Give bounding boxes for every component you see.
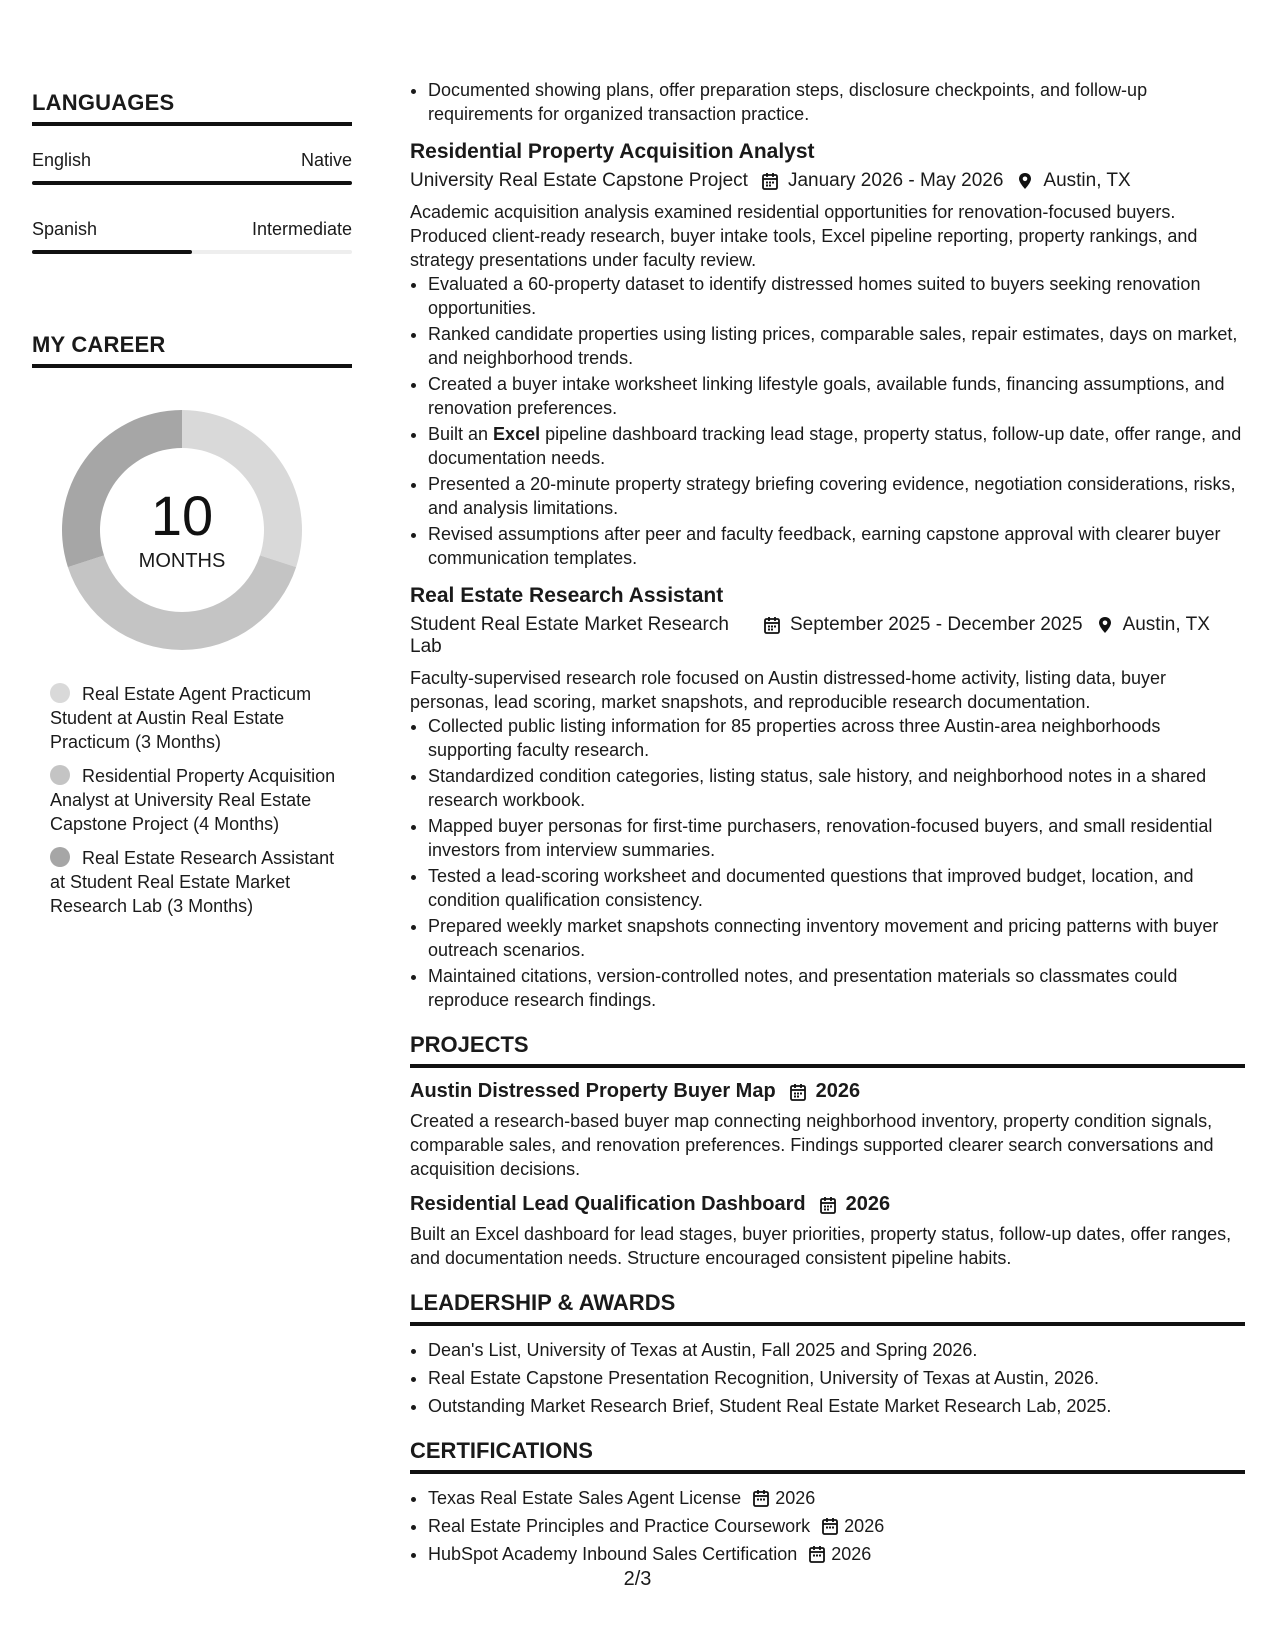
calendar-icon: [809, 1545, 825, 1563]
calendar-icon: [762, 172, 778, 190]
certification-year-text: 2026: [844, 1516, 885, 1536]
language-bar: [32, 250, 352, 254]
calendar-icon: [820, 1196, 836, 1214]
language-bar-fill: [32, 250, 192, 254]
project-title: Austin Distressed Property Buyer Map: [410, 1080, 776, 1102]
career-total-unit: MONTHS: [138, 550, 226, 572]
certifications-list: [410, 1486, 1245, 1566]
bullet-bold: Excel: [493, 424, 541, 444]
certification-name: • Real Estate Principles and Practice Coursework: [428, 1516, 811, 1536]
certifications-heading: CERTIFICATIONS: [410, 1438, 1245, 1474]
certification-item: [428, 1542, 1245, 1566]
language-bar-fill: [32, 181, 352, 185]
leadership-item: • Real Estate Capstone Presentation Recognition, University of Texas at Austin, 2026.: [428, 1366, 1245, 1390]
bullet-item: • Mapped buyer personas for first-time purchasers, renovation-focused buyers, and small residential investors from interview summaries.: [428, 814, 1245, 862]
job-location-text: Austin, TX: [1122, 614, 1210, 635]
calendar-icon: [790, 1083, 806, 1101]
certification-year: [753, 1486, 815, 1510]
map-pin-icon: [1017, 172, 1033, 190]
calendar-icon: [764, 616, 780, 634]
legend-dot: [50, 765, 70, 785]
job-location: [1017, 170, 1130, 192]
projects-heading: PROJECTS: [410, 1032, 1245, 1068]
bullet-item: • Created a buyer intake worksheet linking lifestyle goals, available funds, financing assumptions, and renovation preferences.: [428, 372, 1245, 420]
bullet-item: • Documented showing plans, offer preparation steps, disclosure checkpoints, and follow-up requirements for organized transaction practice.: [428, 78, 1245, 126]
language-name: Spanish: [32, 219, 98, 239]
leadership-item: • Outstanding Market Research Brief, Student Real Estate Market Research Lab, 2025.: [428, 1394, 1245, 1418]
donut-center: [62, 410, 302, 650]
career-total-number: 10: [150, 484, 214, 547]
job-meta: [410, 170, 1245, 192]
language-level: Intermediate: [251, 219, 352, 239]
bullet-item: • Standardized condition categories, listing status, sale history, and neighborhood notes in a shared research workbook.: [428, 764, 1245, 812]
sidebar: [32, 90, 352, 928]
language-item: [32, 219, 352, 254]
calendar-icon: [822, 1517, 838, 1535]
job-org: Student Real Estate Market Research Lab: [410, 614, 729, 657]
bullet-item: • Revised assumptions after peer and faculty feedback, earning capstone approval with clearer buyer communication templates.: [428, 522, 1245, 570]
legend-label: Residential Property Acquisition Analyst at University Real Estate Capstone Project (4 Months): [50, 766, 336, 834]
job-entry: [410, 584, 1245, 1012]
leadership-item: • Dean's List, University of Texas at Austin, Fall 2025 and Spring 2026.: [428, 1338, 1245, 1362]
career-legend: [50, 682, 350, 918]
job-org: University Real Estate Capstone Project: [410, 170, 748, 191]
job-description: Faculty-supervised research role focused on Austin distressed-home activity, listing data, buyer personas, lead scoring, market snapshots, and reproducible research documentation.: [410, 668, 1167, 712]
certification-year-text: 2026: [775, 1488, 816, 1508]
bullet-rest: pipeline dashboard tracking lead stage, property status, follow-up date, offer range, and documentation needs.: [428, 424, 1242, 468]
certification-year: [822, 1514, 884, 1538]
calendar-icon: [753, 1489, 769, 1507]
career-donut-chart: [62, 410, 302, 650]
job-bullets: [410, 272, 1245, 570]
job-dates-text: September 2025 - December 2025: [790, 614, 1083, 635]
bullet-item: • Collected public listing information for 85 properties across three Austin-area neighborhoods supporting faculty research.: [428, 714, 1245, 762]
job-title: Real Estate Research Assistant: [410, 584, 724, 607]
leadership-heading: LEADERSHIP & AWARDS: [410, 1290, 1245, 1326]
language-name: English: [32, 150, 92, 170]
certification-item: [428, 1514, 1245, 1538]
language-item: [32, 150, 352, 185]
main-content: [410, 78, 1245, 1570]
carryover-bullets: [410, 78, 1245, 126]
bullet-item: • Maintained citations, version-controlled notes, and presentation materials so classmates could reproduce research findings.: [428, 964, 1245, 1012]
project-year: [790, 1080, 861, 1103]
legend-item: [50, 764, 350, 836]
job-location-text: Austin, TX: [1043, 170, 1131, 191]
certification-item: [428, 1486, 1245, 1510]
project-entry: [410, 1193, 1245, 1270]
bullet-item: • Prepared weekly market snapshots connecting inventory movement and pricing patterns with buyer outreach scenarios.: [428, 914, 1245, 962]
legend-item: [50, 682, 350, 754]
bullet-item: [428, 422, 1245, 470]
legend-label: Real Estate Agent Practicum Student at Austin Real Estate Practicum (3 Months): [50, 684, 312, 752]
job-dates: [764, 614, 1083, 636]
job-bullets: [410, 714, 1245, 1012]
language-level: Native: [300, 150, 352, 170]
project-year-text: 2026: [815, 1080, 861, 1102]
job-dates: [762, 170, 1003, 192]
bullet-item: • Presented a 20-minute property strategy briefing covering evidence, negotiation considerations, risks, and analysis limitations.: [428, 472, 1245, 520]
bullet-item: • Evaluated a 60-property dataset to identify distressed homes suited to buyers seeking renovation opportunities.: [428, 272, 1245, 320]
job-location: [1097, 614, 1210, 636]
leadership-list: [410, 1338, 1245, 1418]
map-pin-icon: [1097, 616, 1113, 634]
legend-item: [50, 846, 350, 918]
certification-year: [809, 1542, 871, 1566]
project-entry: [410, 1080, 1245, 1181]
job-meta: [410, 614, 1245, 658]
bullet-item: • Tested a lead-scoring worksheet and documented questions that improved budget, location, and condition qualification consistency.: [428, 864, 1245, 912]
certification-name: • Texas Real Estate Sales Agent License: [428, 1488, 742, 1508]
job-description: Academic acquisition analysis examined residential opportunities for renovation-focused buyers. Produced client-ready research, buyer intake tools, Excel pipeline reporting, property rankings, and strategy presentations under faculty review.: [410, 202, 1198, 270]
language-bar: [32, 181, 352, 185]
project-year: [820, 1193, 891, 1216]
legend-label: Real Estate Research Assistant at Student Real Estate Market Research Lab (3 Months): [50, 848, 335, 916]
legend-dot: [50, 683, 70, 703]
page-number: 2/3: [623, 1568, 652, 1590]
job-title: Residential Property Acquisition Analyst: [410, 140, 815, 163]
project-title-row: [410, 1080, 1245, 1103]
certification-name: • HubSpot Academy Inbound Sales Certification: [428, 1544, 798, 1564]
project-title-row: [410, 1193, 1245, 1216]
project-description: Created a research-based buyer map connecting neighborhood inventory, property condition signals, comparable sales, and renovation preferences. Findings supported clearer search conversations and acquisition decisions.: [410, 1111, 1214, 1179]
project-title: Residential Lead Qualification Dashboard: [410, 1193, 806, 1215]
job-entry: [410, 140, 1245, 570]
bullet-item: • Ranked candidate properties using listing prices, comparable sales, repair estimates, days on market, and neighborhood trends.: [428, 322, 1245, 370]
languages-heading: LANGUAGES: [32, 90, 352, 126]
bullet-prefix: Built an: [428, 424, 494, 444]
project-year-text: 2026: [845, 1193, 891, 1215]
project-description: Built an Excel dashboard for lead stages, buyer priorities, property status, follow-up dates, offer ranges, and documentation needs. Structure encouraged consistent pipeline habits.: [410, 1224, 1232, 1268]
job-dates-text: January 2026 - May 2026: [787, 170, 1004, 191]
certification-year-text: 2026: [831, 1544, 872, 1564]
career-heading: MY CAREER: [32, 332, 352, 368]
legend-dot: [50, 847, 70, 867]
